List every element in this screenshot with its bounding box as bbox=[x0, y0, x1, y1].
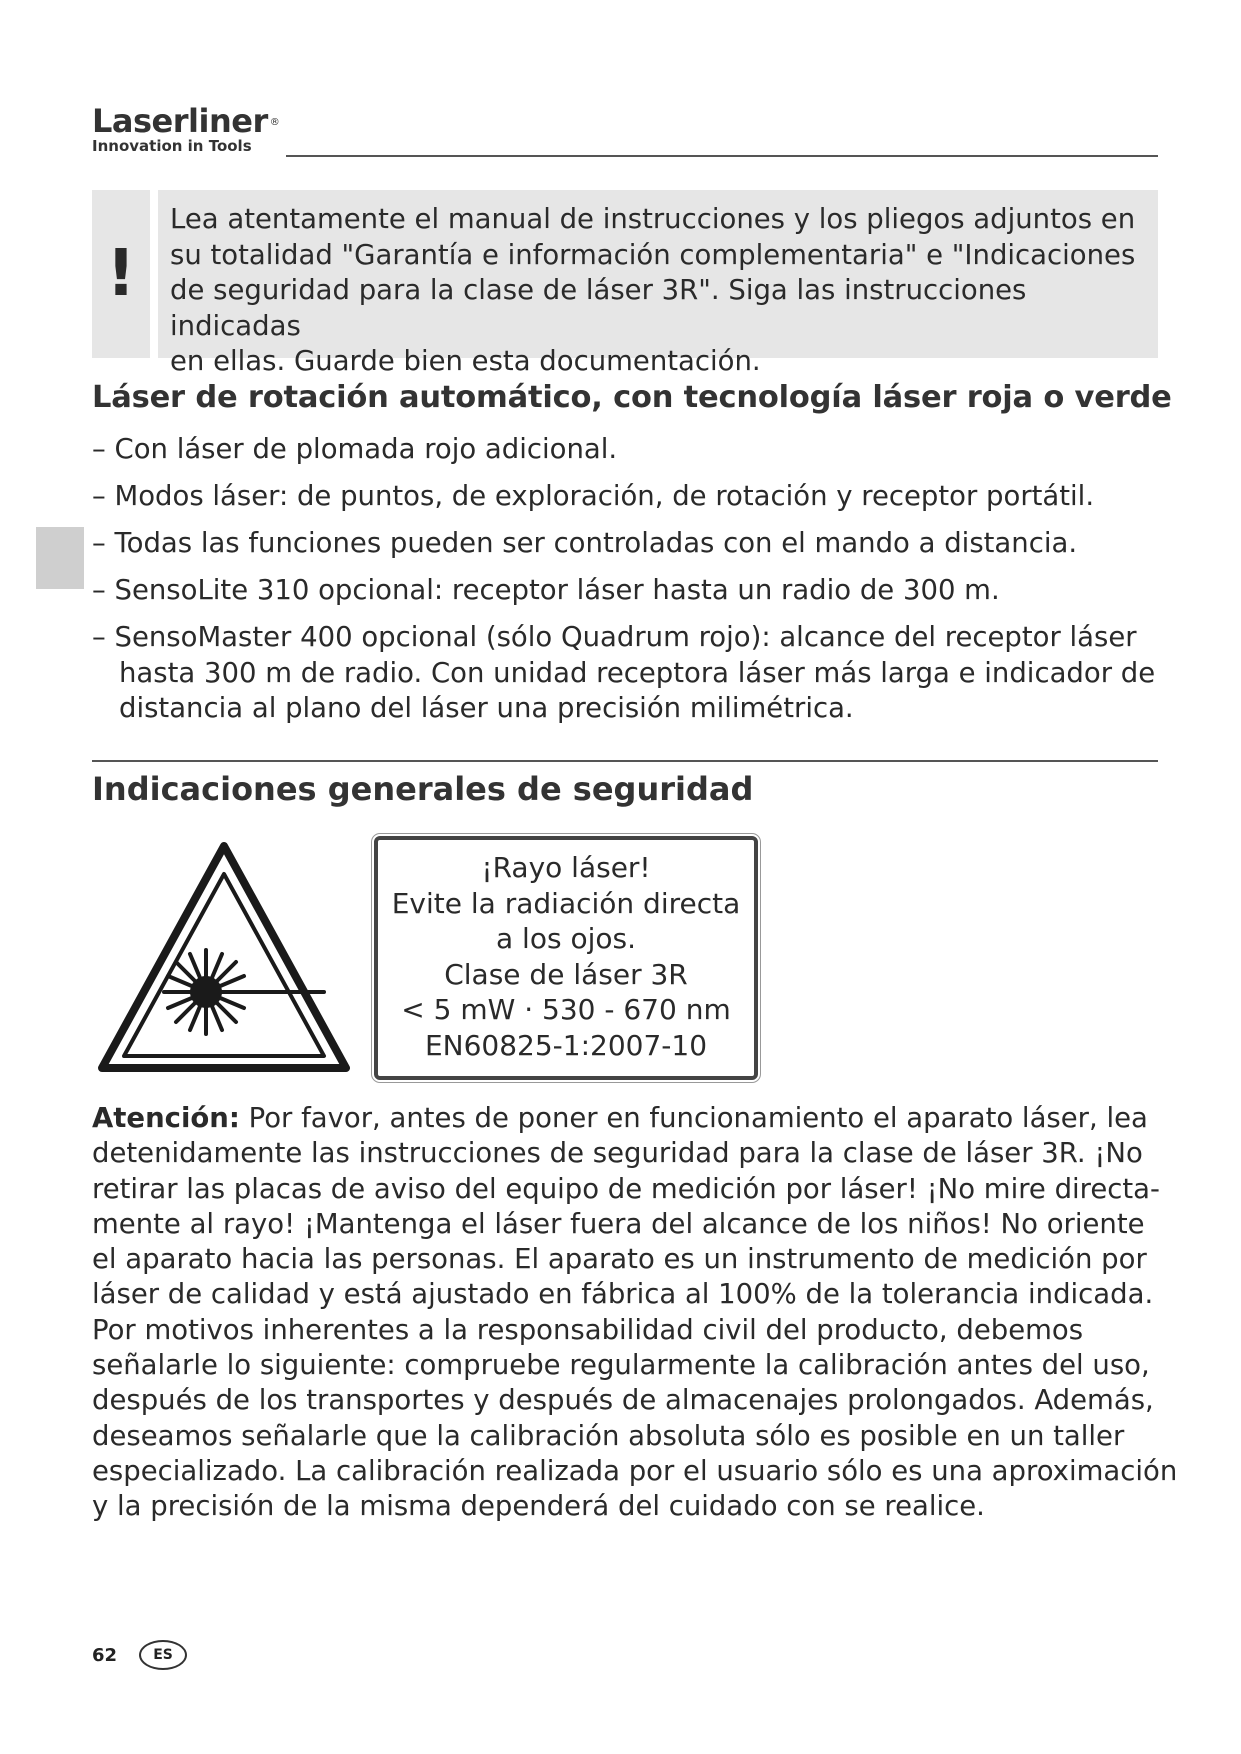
label-line: ¡Rayo láser! bbox=[481, 851, 651, 884]
laser-class-label bbox=[374, 836, 758, 1080]
registered-mark: ® bbox=[269, 117, 280, 128]
brand-name: Laserliner ® bbox=[92, 102, 280, 140]
paragraph-line: señalarle lo siguiente: compruebe regularmente la calibración antes del uso, bbox=[92, 1349, 1150, 1382]
list-item: – Con láser de plomada rojo adicional. bbox=[92, 433, 618, 465]
page-footer bbox=[92, 1640, 187, 1670]
paragraph-line: especializado. La calibración realizada por el usuario sólo es una aproximación bbox=[92, 1454, 1178, 1487]
paragraph-line: Por motivos inherentes a la responsabilidad civil del producto, debemos bbox=[92, 1313, 1084, 1346]
paragraph-line: detenidamente las instrucciones de seguridad para la clase de láser 3R. ¡No bbox=[92, 1137, 1143, 1170]
brand-logo bbox=[92, 104, 279, 154]
attention-paragraph bbox=[92, 1101, 1182, 1525]
paragraph-line: y la precisión de la misma dependerá del cuidado con se realice. bbox=[92, 1490, 985, 1523]
notice-box bbox=[158, 190, 1158, 377]
exclamation-icon: ! bbox=[92, 190, 150, 358]
label-line: a los ojos. bbox=[496, 922, 636, 955]
product-title: Láser de rotación automático, con tecnología láser roja o verde bbox=[92, 380, 1172, 415]
side-tab-marker bbox=[36, 527, 84, 589]
notice-line: de seguridad para la clase de láser 3R". Siga las instrucciones indicadas bbox=[170, 274, 1027, 342]
label-line: Clase de láser 3R bbox=[444, 957, 688, 991]
paragraph-line: mente al rayo! ¡Mantenga el láser fuera del alcance de los niños! No oriente bbox=[92, 1207, 1145, 1240]
header-divider bbox=[286, 155, 1158, 157]
safety-title: Indicaciones generales de seguridad bbox=[92, 770, 754, 808]
laser-warning-icon bbox=[96, 840, 352, 1076]
list-item: – SensoLite 310 opcional: receptor láser hasta un radio de 300 m. bbox=[92, 574, 1000, 606]
paragraph-line: Atención: Por favor, antes de poner en funcionamiento el aparato láser, lea bbox=[92, 1102, 1148, 1134]
paragraph-line: el aparato hacia las personas. El aparato es un instrumento de medición por bbox=[92, 1243, 1147, 1276]
list-item: – SensoMaster 400 opcional (sólo Quadrum rojo): alcance del receptor láser hasta 300 m de radio. Con unidad receptora láser más larga e indicador de distancia al plano del láser una precisión milimétrica. bbox=[92, 621, 1156, 724]
notice-line: Lea atentamente el manual de instrucciones y los pliegos adjuntos en bbox=[170, 203, 1136, 235]
section-divider bbox=[92, 760, 1158, 762]
brand-tagline: Innovation in Tools bbox=[92, 137, 252, 155]
notice-line: en ellas. Guarde bien esta documentación. bbox=[170, 345, 761, 377]
notice-line: su totalidad "Garantía e información complementaria" e "Indicaciones bbox=[170, 238, 1136, 271]
paragraph-line: deseamos señalarle que la calibración absoluta sólo es posible en un taller bbox=[92, 1419, 1125, 1452]
feature-list bbox=[92, 432, 1172, 738]
paragraph-line: láser de calidad y está ajustado en fábrica al 100% de la tolerancia indicada. bbox=[92, 1278, 1154, 1311]
list-item: – Todas las funciones pueden ser controladas con el mando a distancia. bbox=[92, 527, 1078, 559]
attention-label: Atención: bbox=[92, 1102, 240, 1134]
paragraph-line: retirar las placas de aviso del equipo de medición por láser! ¡No mire directa- bbox=[92, 1172, 1160, 1205]
label-line: < 5 mW · 530 - 670 nm bbox=[401, 993, 731, 1026]
label-line: EN60825-1:2007-10 bbox=[424, 1028, 708, 1062]
list-item: – Modos láser: de puntos, de exploración, de rotación y receptor portátil. bbox=[92, 480, 1095, 512]
paragraph-line: después de los transportes y después de almacenajes prolongados. Además, bbox=[92, 1384, 1154, 1417]
label-line: Evite la radiación directa bbox=[391, 886, 741, 920]
page-number: 62 bbox=[92, 1644, 118, 1666]
language-badge: ES bbox=[139, 1640, 187, 1670]
